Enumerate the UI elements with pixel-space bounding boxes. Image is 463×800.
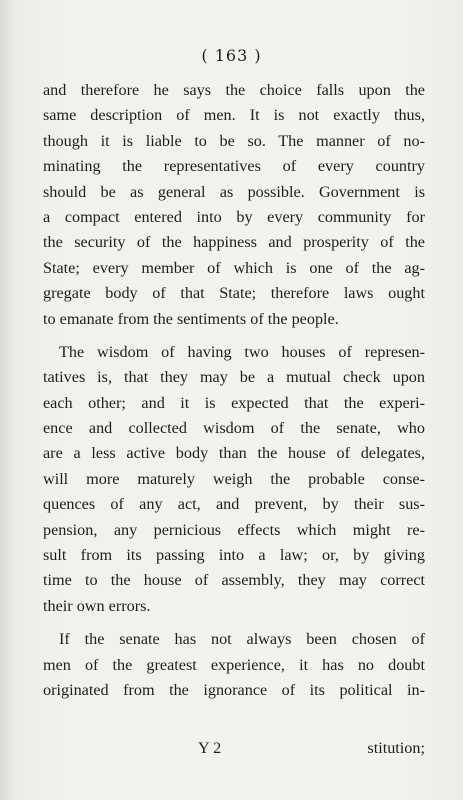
text-line: are a less active body than the house of delegates, (43, 444, 425, 463)
text-line: should be as general as possible. Government is (43, 182, 425, 201)
text-line: time to the house of assembly, they may correct (43, 571, 425, 590)
paragraph (43, 78, 425, 332)
text-line: quences of any act, and prevent, by their sus- (43, 495, 425, 514)
text-line: will more maturely weigh the probable conse- (43, 469, 425, 488)
text-line: sult from its passing into a law; or, by giving (43, 546, 425, 565)
text-line: a compact entered into by every community for (43, 207, 425, 226)
catchword: stitution; (367, 739, 425, 757)
page-number: ( 163 ) (201, 46, 262, 65)
text-line: originated from the ignorance of its political in- (43, 680, 425, 699)
text-line: same description of men. It is not exactly thus, (43, 106, 425, 125)
text-line: tatives is, that they may be a mutual check upon (43, 368, 425, 387)
text-line: gregate body of that State; therefore laws ought (43, 284, 425, 303)
text-line: If the senate has not always been chosen of (59, 630, 425, 649)
text-line: pension, any pernicious effects which might re- (43, 520, 425, 539)
paragraph-gap (43, 332, 425, 340)
text-line: The wisdom of having two houses of represen- (59, 342, 425, 361)
paragraph (43, 340, 425, 619)
text-line: State; every member of which is one of the ag- (43, 258, 425, 277)
text-line: the security of the happiness and prosperity of the (43, 233, 425, 252)
text-line: minating the representatives of every country (43, 157, 425, 176)
paragraph-gap (43, 619, 425, 627)
text-line: men of the greatest experience, it has no doubt (43, 655, 425, 674)
text-line: though it is liable to be so. The manner of no- (43, 131, 425, 150)
paragraph (43, 627, 425, 703)
text-line: to emanate from the sentiments of the people. (43, 309, 339, 328)
body-text (43, 78, 425, 703)
signature-mark: Y 2 (198, 739, 222, 757)
text-line: each other; and it is expected that the experi- (43, 393, 425, 412)
text-line: ence and collected wisdom of the senate, who (43, 419, 425, 438)
text-line: and therefore he says the choice falls upon the (43, 81, 425, 99)
text-line: their own errors. (43, 596, 151, 615)
